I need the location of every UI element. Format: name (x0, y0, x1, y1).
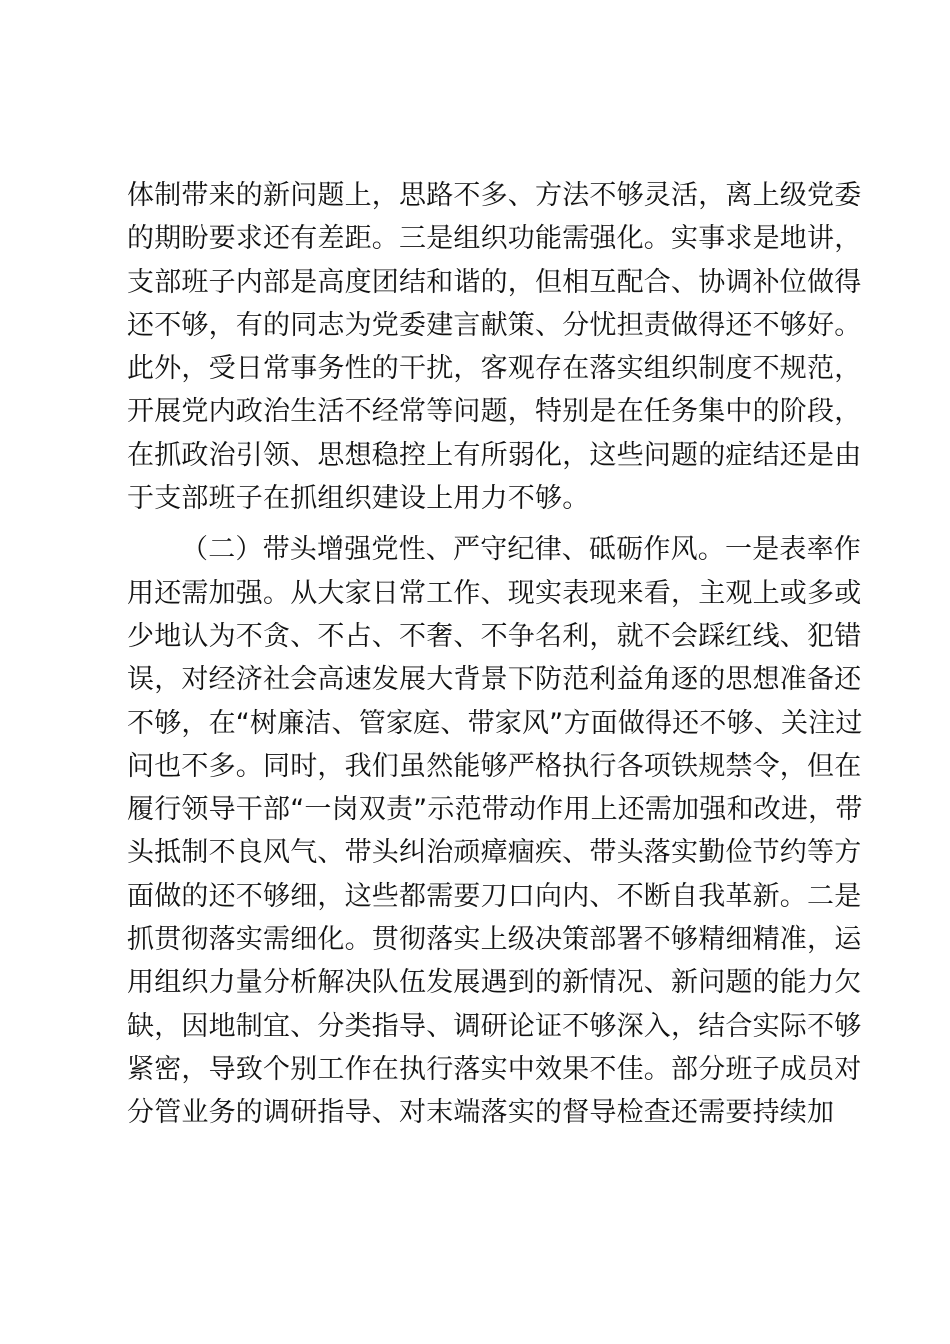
text-line: 的期盼要求还有差距。三是组织功能需强化。实事求是地讲， (127, 223, 862, 255)
text-line: 抓贯彻落实需细化。贯彻落实上级决策部署不够精细精准，运 (127, 924, 862, 956)
text-line: 缺，因地制宜、分类指导、调研论证不够深入，结合实际不够 (127, 1010, 862, 1042)
paragraph-gap (127, 520, 827, 528)
text-line: 面做的还不够细，这些都需要刀口向内、不断自我革新。二是 (127, 880, 862, 912)
text-line: 少地认为不贪、不占、不奢、不争名利，就不会踩红线、犯错 (127, 620, 862, 652)
text-line: 开展党内政治生活不经常等问题，特别是在任务集中的阶段， (127, 396, 862, 428)
text-line: 还不够，有的同志为党委建言献策、分忧担责做得还不够好。 (127, 309, 862, 341)
text-line: 用还需加强。从大家日常工作、现实表现来看，主观上或多或 (127, 577, 862, 609)
text-line: 支部班子内部是高度团结和谐的，但相互配合、协调补位做得 (127, 266, 862, 298)
text-line: （二）带头增强党性、严守纪律、砥砺作风。一是表率作 (181, 534, 861, 566)
text-line: 于支部班子在抓组织建设上用力不够。 (127, 483, 590, 515)
text-line: 不够，在“树廉洁、管家庭、带家风”方面做得还不够、关注过 (127, 707, 863, 739)
text-line: 问也不多。同时，我们虽然能够严格执行各项铁规禁令，但在 (127, 750, 862, 782)
text-line: 紧密，导致个别工作在执行落实中效果不佳。部分班子成员对 (127, 1053, 862, 1085)
text-line: 分管业务的调研指导、对末端落实的督导检查还需要持续加 (127, 1097, 835, 1129)
text-line: 误，对经济社会高速发展大背景下防范利益角逐的思想准备还 (127, 664, 862, 696)
text-line: 在抓政治引领、思想稳控上有所弱化，这些问题的症结还是由 (127, 439, 862, 471)
text-line: 体制带来的新问题上，思路不多、方法不够灵活，离上级党委 (127, 180, 862, 211)
text-line: 用组织力量分析解决队伍发展遇到的新情况、新问题的能力欠 (127, 967, 862, 999)
paragraph-2 (127, 528, 863, 1134)
text-line: 头抵制不良风气、带头纠治顽瘴痼疾、带头落实勤俭节约等方 (127, 837, 862, 869)
paragraph-1 (127, 174, 862, 520)
text-line: 履行领导干部“一岗双责”示范带动作用上还需加强和改进，带 (127, 794, 863, 826)
text-line: 此外，受日常事务性的干扰，客观存在落实组织制度不规范， (127, 353, 862, 385)
document-body (127, 174, 863, 1135)
